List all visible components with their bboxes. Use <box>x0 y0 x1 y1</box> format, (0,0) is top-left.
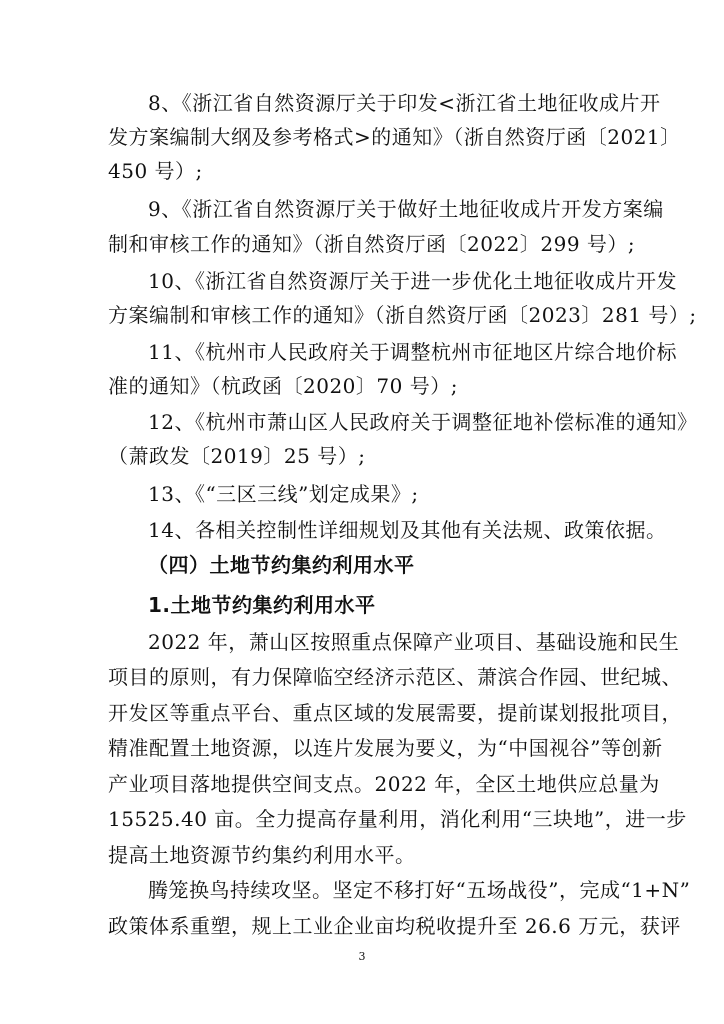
page-number: 3 <box>358 950 366 963</box>
list-item-10-line-2: 方案编制和审核工作的通知》（浙自然资厅函〔2023〕281 号）; <box>108 303 697 327</box>
paragraph-2-line-1: 腾笼换鸟持续攻坚。坚定不移打好“五场战役”，完成“1+N” <box>148 878 691 902</box>
paragraph-1-line-6: 15525.40 亩。全力提高存量利用，消化利用“三块地”，进一步 <box>108 807 687 831</box>
paragraph-1-line-5: 产业项目落地提供空间支点。2022 年，全区土地供应总量为 <box>108 772 660 796</box>
list-item-8-line-3: 450 号）; <box>108 159 203 183</box>
list-item-11-line-1: 11、《杭州市人民政府关于调整杭州市征地区片综合地价标 <box>148 340 677 364</box>
paragraph-2-line-2: 政策体系重塑，规上工业企业亩均税收提升至 26.6 万元，获评 <box>108 914 681 938</box>
list-item-14: 14、各相关控制性详细规划及其他有关法规、政策依据。 <box>148 518 667 542</box>
subsection-heading: 1.土地节约集约利用水平 <box>148 593 376 617</box>
paragraph-1-line-1: 2022 年，萧山区按照重点保障产业项目、基础设施和民生 <box>148 630 680 654</box>
list-item-11-line-2: 准的通知》（杭政函〔2020〕70 号）; <box>108 374 458 398</box>
paragraph-1-line-7: 提高土地资源节约集约利用水平。 <box>108 843 416 867</box>
list-item-8-line-2: 发方案编制大纲及参考格式>的通知》（浙自然资厅函〔2021〕 <box>108 125 681 149</box>
list-item-12-line-1: 12、《杭州市萧山区人民政府关于调整征地补偿标准的通知》 <box>148 410 698 434</box>
paragraph-1-line-3: 开发区等重点平台、重点区域的发展需要，提前谋划报批项目， <box>108 701 682 725</box>
section-heading: （四）土地节约集约利用水平 <box>148 553 415 577</box>
list-item-10-line-1: 10、《浙江省自然资源厅关于进一步优化土地征收成片开发 <box>148 269 677 293</box>
list-item-9-line-2: 制和审核工作的通知》（浙自然资厅函〔2022〕299 号）; <box>108 232 636 256</box>
list-item-13: 13、《“三区三线”划定成果》; <box>148 482 419 506</box>
list-item-12-line-2: （萧政发〔2019〕25 号）; <box>108 444 366 468</box>
paragraph-1-line-4: 精准配置土地资源，以连片发展为要义，为“中国视谷”等创新 <box>108 736 663 760</box>
list-item-8-line-1: 8、《浙江省自然资源厅关于印发<浙江省土地征收成片开 <box>148 91 661 115</box>
paragraph-1-line-2: 项目的原则，有力保障临空经济示范区、萧滨合作园、世纪城、 <box>108 665 682 689</box>
list-item-9-line-1: 9、《浙江省自然资源厅关于做好土地征收成片开发方案编 <box>148 197 664 221</box>
